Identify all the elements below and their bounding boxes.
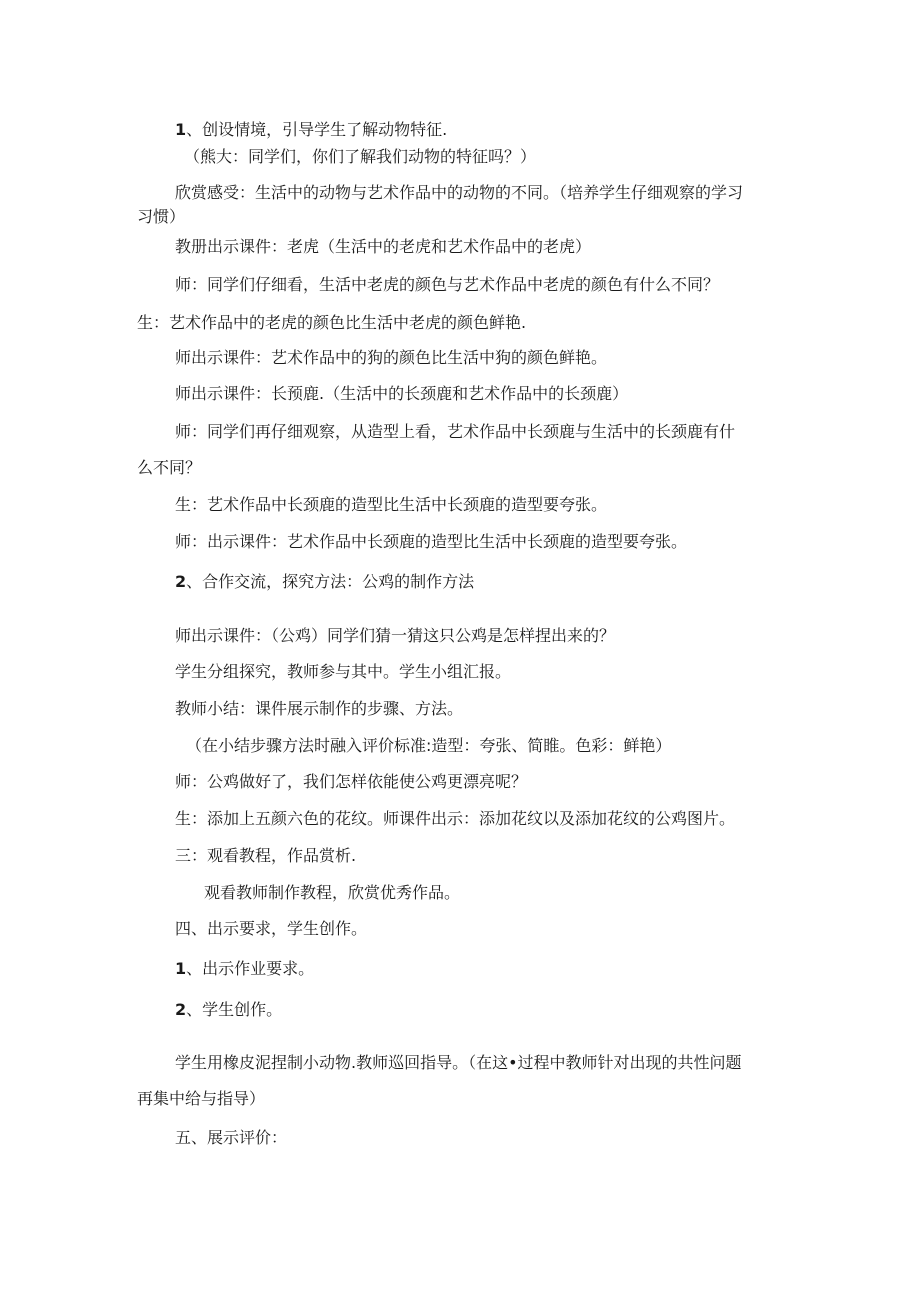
text-line: 教师小结：课件展示制作的步骤、方法。 [175,699,464,718]
text-line: 习惯） [137,207,186,226]
step-heading [175,571,474,593]
step-number: 2 [175,1000,187,1019]
text-line: 师：公鸡做好了，我们怎样依能使公鸡更漂亮呢？ [175,772,528,791]
step-number: 1 [175,120,187,139]
text-line: 学生用橡皮泥捏制小动物.教师巡回指导。（在这•过程中教师针对出现的共性问题 [175,1053,742,1072]
text-line: 生：添加上五颜六色的花纹。师课件出示：添加花纹以及添加花纹的公鸡图片。 [175,809,736,828]
text-line: 三：观看教程，作品赏析. [175,846,357,865]
text-line: 师出示课件：艺术作品中的狗的颜色比生活中狗的颜色鲜艳。 [175,348,608,367]
text-line: 生：艺术作品中长颈鹿的造型比生活中长颈鹿的造型要夸张。 [175,495,608,514]
step-heading-text: 、创设情境，引导学生了解动物特征. [186,120,448,139]
text-line: （熊大：同学们，你们了解我们动物的特征吗？） [184,147,537,166]
text-line: 欣赏感受：生活中的动物与艺术作品中的动物的不同。（培养学生仔细观察的学习 [175,183,744,202]
text-line: 学生分组探究，教师参与其中。学生小组汇报。 [175,662,512,681]
text-line: 生：艺术作品中的老虎的颜色比生活中老虎的颜色鲜艳. [137,313,527,332]
text-line: 教册出示课件：老虎（生活中的老虎和艺术作品中的老虎） [175,237,592,256]
text-line: 师：出示课件：艺术作品中长颈鹿的造型比生活中长颈鹿的造型要夸张。 [175,532,688,551]
text-line: 师出示课件：（公鸡）同学们猜一猜这只公鸡是怎样捏出来的？ [175,626,616,645]
step-heading [175,119,447,141]
text-line: 师出示课件：长预鹿.（生活中的长颈鹿和艺术作品中的长颈鹿） [175,384,629,403]
text-line: （在小结步骤方法时融入评价标准:造型：夸张、简睢。色彩：鲜艳） [186,736,672,755]
step-heading-text: 、学生创作。 [186,1000,283,1019]
step-heading-text: 、出示作业要求。 [186,959,315,978]
step-heading [175,999,282,1021]
text-line: 五、展示评价： [175,1128,288,1147]
step-number: 1 [175,959,187,978]
text-line: 观看教师制作教程，欣赏优秀作品。 [204,883,461,902]
step-heading-text: 、合作交流，探究方法：公鸡的制作方法 [186,572,475,591]
text-line: 四、出示要求，学生创作。 [175,919,368,938]
text-line: 师：同学们再仔细观察，从造型上看，艺术作品中长颈鹿与生活中的长颈鹿有什 [175,422,736,441]
text-line: 再集中给与指导） [137,1089,266,1108]
text-line: 么不同？ [137,458,202,477]
step-number: 2 [175,572,187,591]
step-heading [175,958,314,980]
text-line: 师：同学们仔细看，生活中老虎的颜色与艺术作品中老虎的颜色有什么不同？ [175,275,720,294]
